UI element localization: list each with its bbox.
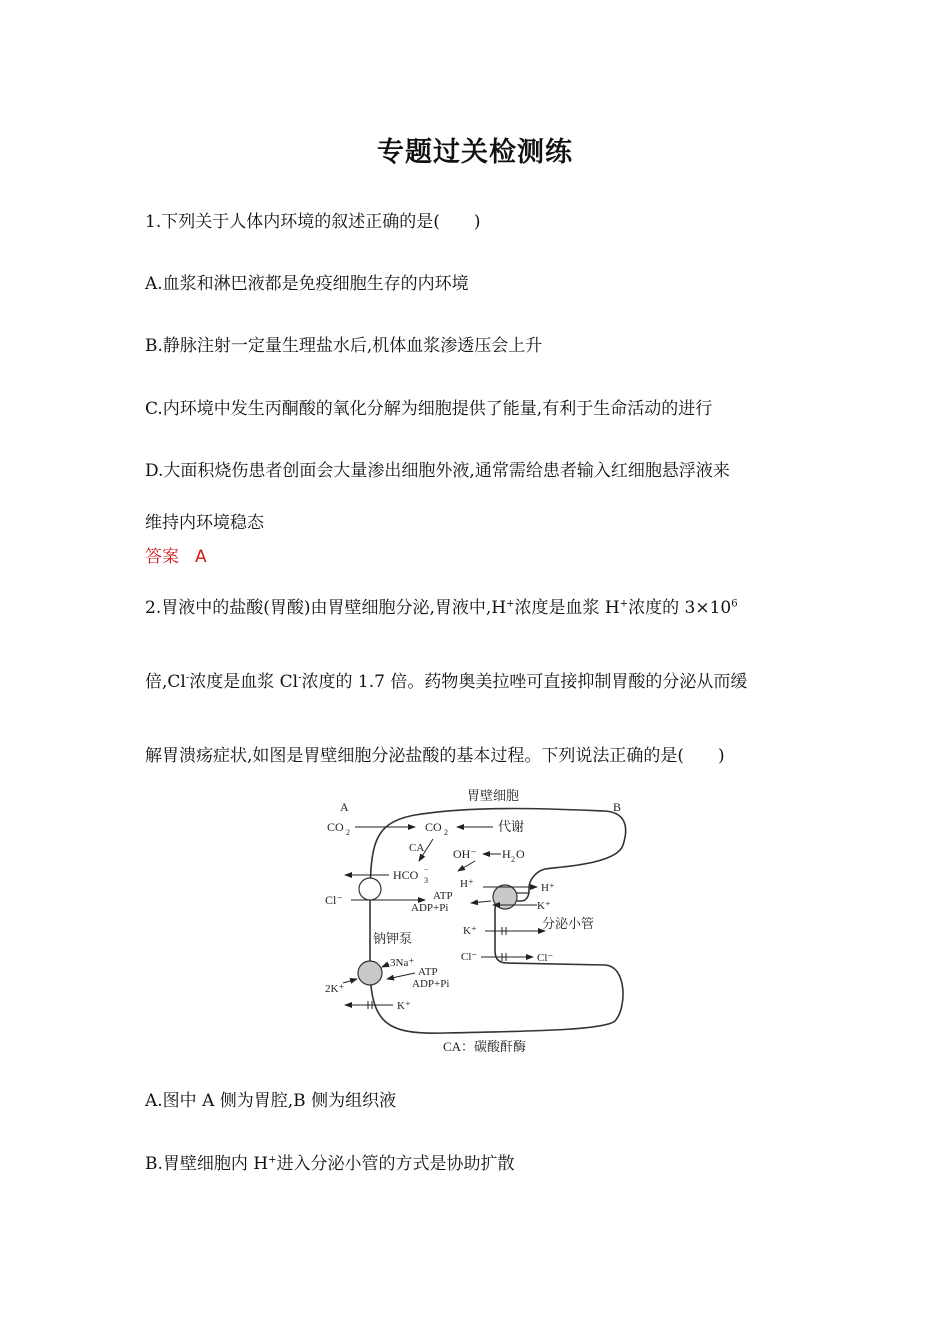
q2-stem-line-3: 解胃溃疡症状,如图是胃壁细胞分泌盐酸的基本过程。下列说法正确的是( ): [145, 746, 725, 766]
q1-option-b: B.静脉注射一定量生理盐水后,机体血浆渗透压会上升: [145, 336, 543, 356]
chloride-channel-tubule: Cl⁻: [537, 952, 554, 964]
page-title: 专题过关检测练: [377, 137, 573, 168]
q1-option-d-continued: 维持内环境稳态: [145, 513, 264, 533]
atp-label-2: ATP: [418, 966, 438, 978]
metabolism-label: 代谢: [498, 819, 525, 834]
svg-text:2: 2: [346, 828, 350, 837]
anion-exchanger: [359, 878, 381, 900]
water-label: H: [502, 847, 511, 861]
q1-option-c: C.内环境中发生丙酮酸的氧化分解为细胞提供了能量,有利于生命活动的进行: [145, 399, 713, 419]
hydroxide-label: OH⁻: [453, 847, 477, 861]
answer-value: A: [195, 547, 207, 567]
q1-stem: 1.下列关于人体内环境的叙述正确的是( ): [145, 212, 481, 232]
bicarbonate-label: HCO: [393, 868, 419, 882]
q2-option-a: A.图中 A 侧为胃腔,B 侧为组织液: [145, 1091, 397, 1111]
h-plus-tubule: H⁺: [541, 882, 555, 894]
q2-stem-line-1: 2.胃液中的盐酸(胃酸)由胃壁细胞分泌,胃液中,H+浓度是血浆 H+浓度的 $3\times 10^6$: [145, 598, 738, 618]
k-plus-channel-label: K⁺: [463, 925, 477, 937]
gastric-parietal-cell-diagram: [315, 783, 635, 1058]
svg-text:O: O: [516, 847, 525, 861]
svg-text:2: 2: [511, 855, 515, 864]
svg-text:3: 3: [424, 876, 428, 885]
q1-option-d: D.大面积烧伤患者创面会大量渗出细胞外液,通常需给患者输入红细胞悬浮液来: [145, 461, 730, 481]
q1-answer: [145, 542, 207, 567]
adp-label-2: ADP+Pi: [412, 978, 450, 990]
chloride-channel-inside: Cl⁻: [461, 951, 478, 963]
svg-text:2: 2: [444, 828, 448, 837]
sodium-potassium-pump: [358, 961, 382, 985]
adp-label-1: ADP+Pi: [411, 902, 449, 914]
k2-label: 2K⁺: [325, 983, 345, 995]
cell-label: 胃壁细胞: [467, 788, 520, 803]
svg-text:−: −: [424, 865, 429, 874]
q2-stem-line-2: 倍,Cl-浓度是血浆 Cl-浓度的 1.7 倍。药物奥美拉唑可直接抑制胃酸的分泌从而缓: [145, 672, 748, 692]
k-plus-leak-label: K⁺: [397, 1000, 411, 1012]
secretory-tubule-label: 分泌小管: [542, 916, 595, 931]
q2-option-b: B.胃壁细胞内 H+进入分泌小管的方式是协助扩散: [145, 1154, 515, 1174]
co2-inside: CO: [425, 820, 442, 834]
side-b-label: B: [613, 800, 622, 814]
h-plus-inside: H⁺: [460, 878, 474, 890]
answer-label: 答案: [145, 547, 179, 567]
atp-label-1: ATP: [433, 890, 453, 902]
k-plus-tubule: K⁺: [537, 900, 551, 912]
q1-option-a: A.血浆和淋巴液都是免疫细胞生存的内环境: [145, 274, 469, 294]
ca-label: CA: [409, 842, 425, 854]
co2-outside: CO: [327, 820, 344, 834]
side-a-label: A: [340, 800, 349, 814]
sodium-label: 3Na⁺: [390, 957, 415, 969]
sodium-potassium-pump-label: 钠钾泵: [373, 931, 413, 946]
diagram-caption: CA：碳酸酐酶: [443, 1039, 527, 1054]
chloride-outside: Cl⁻: [325, 893, 343, 907]
